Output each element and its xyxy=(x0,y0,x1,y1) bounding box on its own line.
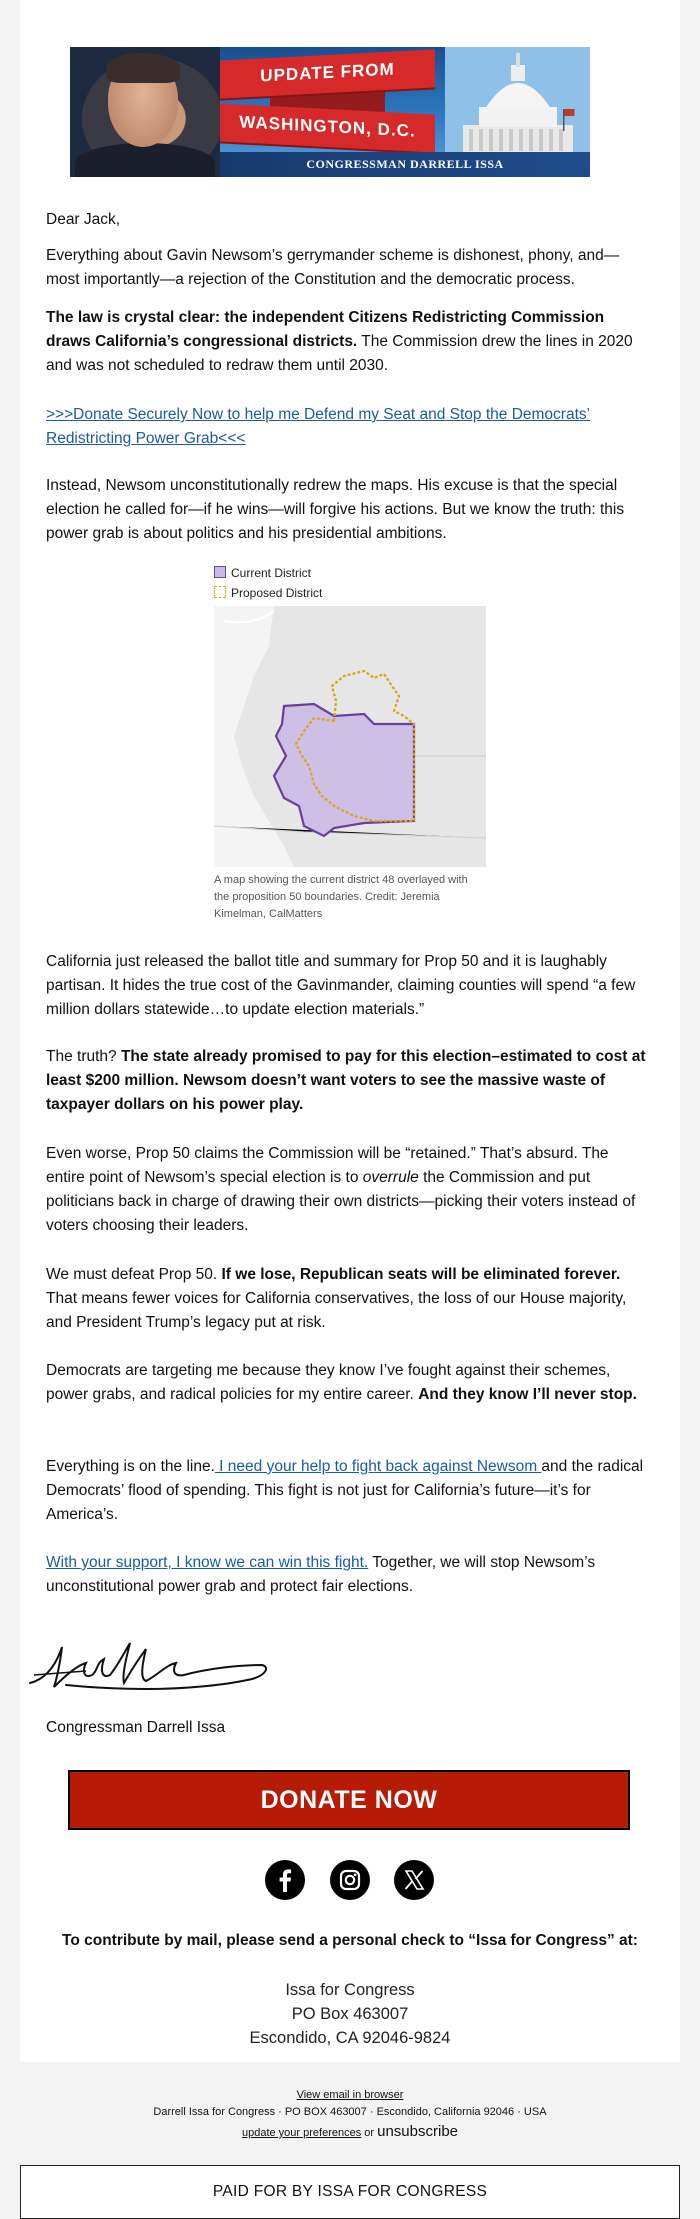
facebook-icon[interactable] xyxy=(265,1860,305,1900)
paragraph-5 xyxy=(46,1045,646,1117)
view-in-browser-link[interactable]: View email in browser xyxy=(296,2089,404,2101)
mail-heading: To contribute by mail, please send a personal check to “Issa for Congress” at: xyxy=(62,1932,638,1949)
paragraph-5-bold: The state already promised to pay for this election–estimated to cost at least $200 million. Newsom doesn’t want voters to see the massive waste of taxpayer dollars on his power play. xyxy=(46,1048,646,1113)
header-banner xyxy=(70,47,590,177)
paragraph-6 xyxy=(46,1142,646,1238)
footer-address: Darrell Issa for Congress · PO BOX 463007 · Escondido, California 92046 · USA xyxy=(153,2106,547,2118)
map-legend xyxy=(214,563,454,603)
banner-subline: CONGRESSMAN DARRELL ISSA xyxy=(220,152,590,177)
signature xyxy=(26,1635,276,1695)
paragraph-9-b: and the radical Democrats’ flood of spending. This fight is not just for California’s future—it’s for America’s. xyxy=(46,1458,644,1523)
update-preferences-link[interactable]: update your preferences xyxy=(241,2127,362,2139)
instagram-icon[interactable] xyxy=(330,1860,370,1900)
banner-line-1: UPDATE FROM xyxy=(220,49,435,98)
capitol-dome-icon xyxy=(445,47,590,155)
donate-link[interactable]: >>>Donate Securely Now to help me Defend my Seat and Stop the Democrats’ Redistricting Power Grab<<< xyxy=(46,406,591,447)
banner-line-2: WASHINGTON, D.C. xyxy=(220,103,435,152)
paragraph-4: California just released the ballot title and summary for Prop 50 and it is laughably partisan. It hides the true cost of the Gavinmander, claiming counties will spend “a few million dollars statewide…to update election materials.” xyxy=(46,953,636,1018)
paragraph-7-a: We must defeat Prop 50. xyxy=(46,1266,222,1283)
paragraph-2-rest: The Commission drew the lines in 2020 and was not scheduled to redraw them until 2030. xyxy=(46,333,633,374)
paragraph-6-b: the Commission and put politicians back in charge of drawing their own districts—picking their voters instead of voters choosing their leaders. xyxy=(46,1169,636,1234)
paragraph-9 xyxy=(46,1455,646,1527)
paragraph-10 xyxy=(46,1551,646,1599)
paragraph-7 xyxy=(46,1263,646,1335)
proposed-district-swatch xyxy=(214,586,226,598)
paragraph-6-em: overrule xyxy=(362,1169,419,1186)
paid-for-disclaimer: PAID FOR BY ISSA FOR CONGRESS xyxy=(20,2165,680,2219)
mail-line-1: Issa for Congress xyxy=(285,1981,415,1999)
paragraph-5-lead: The truth? xyxy=(46,1048,121,1065)
current-district-swatch xyxy=(214,566,226,578)
x-icon[interactable] xyxy=(394,1860,434,1900)
paragraph-2-bold: The law is crystal clear: the independent Citizens Redistricting Commission draws California’s congressional districts. xyxy=(46,309,605,350)
legend-proposed: Proposed District xyxy=(231,586,323,600)
paragraph-8 xyxy=(46,1359,646,1407)
paragraph-7-bold: If we lose, Republican seats will be eliminated forever. xyxy=(221,1266,621,1283)
map-caption: A map showing the current district 48 overlayed with the proposition 50 boundaries. Credit: Jeremia Kimelman, CalMatters xyxy=(214,874,468,920)
legend-current: Current District xyxy=(231,566,312,580)
mail-line-2: PO Box 463007 xyxy=(291,2005,409,2023)
help-fight-link[interactable]: I need your help to fight back against Newsom xyxy=(214,1458,542,1475)
donate-now-button[interactable]: DONATE NOW xyxy=(68,1770,630,1830)
paragraph-1: Everything about Gavin Newsom’s gerrymander scheme is dishonest, phony, and—most importantly—a rejection of the Constitution and the democratic process. xyxy=(46,247,620,288)
footer-or: or xyxy=(361,2127,378,2139)
mail-line-3: Escondido, CA 92046-9824 xyxy=(249,2029,451,2047)
paragraph-7-b: That means fewer voices for California conservatives, the loss of our House majority, and President Trump’s legacy put at risk. xyxy=(46,1290,627,1331)
paragraph-9-a: Everything is on the line. xyxy=(46,1458,215,1475)
paragraph-8-a: Democrats are targeting me because they know I’ve fought against their schemes, power grabs, and radical policies for my entire career. xyxy=(46,1362,611,1403)
win-fight-link[interactable]: With your support, I know we can win this fight. xyxy=(46,1554,369,1571)
paragraph-8-bold: And they know I’ll never stop. xyxy=(418,1386,637,1403)
greeting: Dear Jack, xyxy=(46,211,121,228)
paragraph-6-a: Even worse, Prop 50 claims the Commission will be “retained.” That’s absurd. The entire point of Newsom’s special election is to xyxy=(46,1145,609,1186)
congressman-portrait xyxy=(70,47,220,177)
district-map xyxy=(214,606,486,867)
paragraph-10-b: Together, we will stop Newsom’s unconstitutional power grab and protect fair elections. xyxy=(46,1554,596,1595)
paragraph-3: Instead, Newsom unconstitutionally redrew the maps. His excuse is that the special election he called for—if he wins—will forgive his actions. But we know the truth: this power grab is about politics and his presidential ambitions. xyxy=(46,477,625,542)
unsubscribe-link[interactable]: unsubscribe xyxy=(377,2123,459,2140)
signoff: Congressman Darrell Issa xyxy=(46,1719,226,1736)
paragraph-2 xyxy=(46,306,646,378)
